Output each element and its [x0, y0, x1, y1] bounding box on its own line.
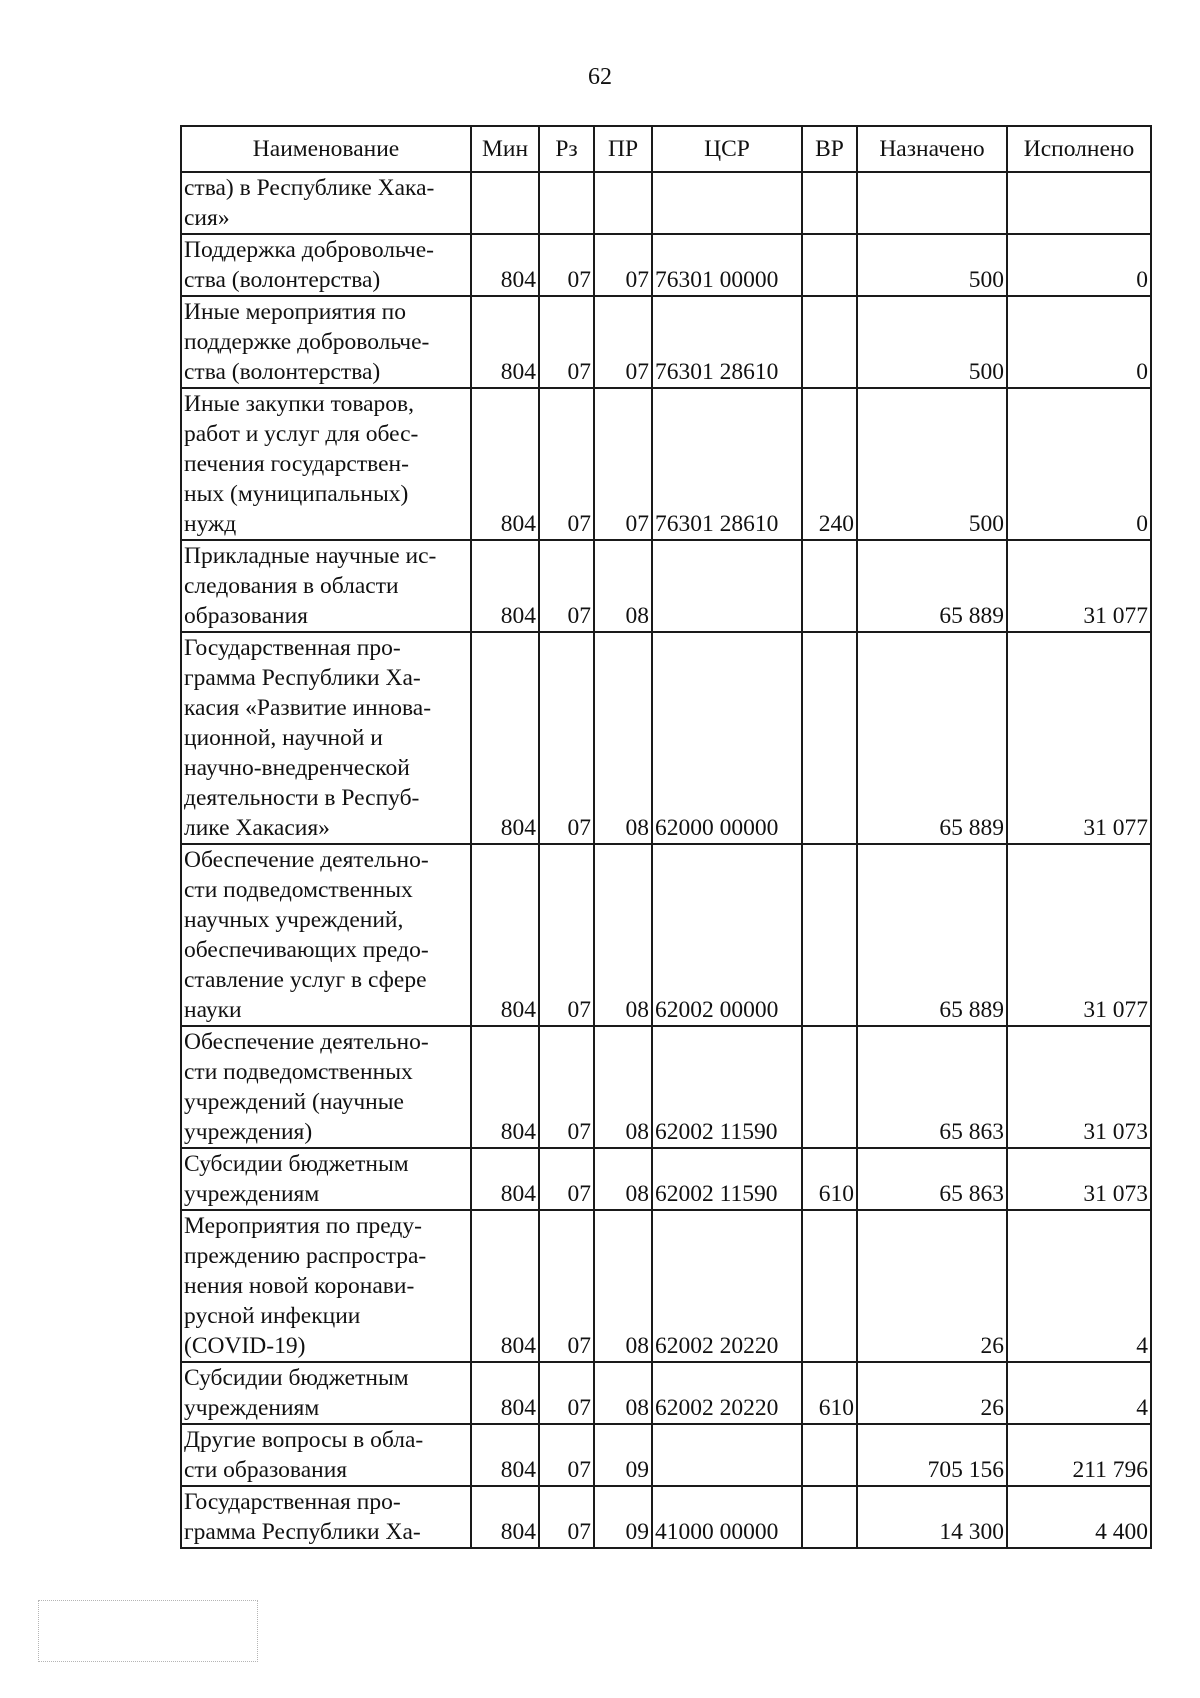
row-assigned: 500: [857, 234, 1007, 296]
table-row: [181, 172, 1151, 234]
row-rz: 07: [539, 234, 594, 296]
table-row: [181, 1210, 1151, 1362]
row-name-line: грамма Республики Ха-: [184, 665, 421, 691]
row-name-line: научных учреждений,: [184, 907, 404, 933]
row-name: [181, 296, 471, 388]
row-executed: 31 077: [1007, 540, 1151, 632]
row-pr: 07: [594, 296, 652, 388]
row-min: 804: [471, 296, 539, 388]
row-vr: 610: [802, 1362, 857, 1424]
row-pr: 08: [594, 632, 652, 844]
header-vr: ВР: [802, 126, 857, 172]
row-name-line: русной инфекции: [184, 1303, 361, 1329]
header-name: Наименование: [181, 126, 471, 172]
row-csr: 41000 00000: [652, 1486, 802, 1548]
row-name-line: сия»: [184, 205, 230, 231]
row-name-line: сти подведомственных: [184, 877, 413, 903]
row-name: [181, 1210, 471, 1362]
row-name-line: Прикладные научные ис-: [184, 543, 437, 569]
row-min: 804: [471, 1424, 539, 1486]
row-vr: [802, 1424, 857, 1486]
table-row: [181, 844, 1151, 1026]
row-pr: 08: [594, 1148, 652, 1210]
row-rz: 07: [539, 1026, 594, 1148]
row-rz: 07: [539, 1362, 594, 1424]
row-assigned: 500: [857, 388, 1007, 540]
row-csr: 62002 20220: [652, 1362, 802, 1424]
row-name-line: научно-внедренческой: [184, 755, 410, 781]
row-name-line: ставление услуг в сфере: [184, 967, 427, 993]
row-name-line: обеспечивающих предо-: [184, 937, 429, 963]
row-executed: 211 796: [1007, 1424, 1151, 1486]
row-name-line: преждению распростра-: [184, 1243, 427, 1269]
row-vr: [802, 234, 857, 296]
row-pr: 08: [594, 1210, 652, 1362]
row-rz: 07: [539, 1486, 594, 1548]
row-pr: 08: [594, 1026, 652, 1148]
row-csr: 62000 00000: [652, 632, 802, 844]
row-rz: 07: [539, 1424, 594, 1486]
row-executed: 0: [1007, 296, 1151, 388]
row-name: [181, 1424, 471, 1486]
row-name: [181, 1486, 471, 1548]
row-vr: [802, 296, 857, 388]
row-min: 804: [471, 1026, 539, 1148]
row-name-line: ства) в Республике Хака-: [184, 175, 435, 201]
row-min: 804: [471, 1148, 539, 1210]
row-name-line: Другие вопросы в обла-: [184, 1427, 424, 1453]
row-min: 804: [471, 388, 539, 540]
row-name-line: касия «Развитие иннова-: [184, 695, 432, 721]
row-csr: [652, 1424, 802, 1486]
row-pr: 08: [594, 844, 652, 1026]
row-name: [181, 844, 471, 1026]
row-pr: [594, 172, 652, 234]
row-min: 804: [471, 844, 539, 1026]
row-name-line: учреждениям: [184, 1181, 320, 1207]
row-assigned: [857, 172, 1007, 234]
row-name-line: Обеспечение деятельно-: [184, 1029, 429, 1055]
row-name-line: Иные мероприятия по: [184, 299, 407, 325]
row-name-line: Мероприятия по преду-: [184, 1213, 422, 1239]
row-assigned: 65 889: [857, 844, 1007, 1026]
row-name-line: Поддержка добровольче-: [184, 237, 435, 263]
row-csr: 62002 00000: [652, 844, 802, 1026]
faded-stamp: [38, 1600, 258, 1662]
row-name-line: Иные закупки товаров,: [184, 391, 415, 417]
row-vr: [802, 1026, 857, 1148]
row-pr: 09: [594, 1424, 652, 1486]
row-csr: 62002 20220: [652, 1210, 802, 1362]
row-name-line: следования в области: [184, 573, 399, 599]
row-name-line: ционной, научной и: [184, 725, 383, 751]
table-row: [181, 1026, 1151, 1148]
row-name-line: учреждения): [184, 1119, 313, 1145]
budget-table: [180, 125, 1152, 1549]
row-min: 804: [471, 1210, 539, 1362]
row-rz: 07: [539, 1210, 594, 1362]
row-name-line: науки: [184, 997, 242, 1023]
row-csr: 62002 11590: [652, 1148, 802, 1210]
row-csr: [652, 172, 802, 234]
row-rz: 07: [539, 632, 594, 844]
row-name: [181, 632, 471, 844]
row-rz: 07: [539, 844, 594, 1026]
header-min: Мин: [471, 126, 539, 172]
row-name: [181, 1026, 471, 1148]
row-name-line: учреждениям: [184, 1395, 320, 1421]
row-vr: [802, 540, 857, 632]
row-name: [181, 388, 471, 540]
row-name-line: ства (волонтерства): [184, 267, 381, 293]
row-name-line: работ и услуг для обес-: [184, 421, 419, 447]
row-executed: 4: [1007, 1210, 1151, 1362]
row-vr: [802, 844, 857, 1026]
row-rz: 07: [539, 1148, 594, 1210]
row-csr: 62002 11590: [652, 1026, 802, 1148]
row-assigned: 26: [857, 1362, 1007, 1424]
row-executed: 4 400: [1007, 1486, 1151, 1548]
row-vr: [802, 1486, 857, 1548]
page-number: 62: [588, 64, 612, 90]
row-pr: 07: [594, 388, 652, 540]
row-name: [181, 234, 471, 296]
row-name-line: сти образования: [184, 1457, 348, 1483]
row-vr: [802, 1210, 857, 1362]
row-min: 804: [471, 632, 539, 844]
row-name-line: Государственная про-: [184, 635, 401, 661]
row-name-line: печения государствен-: [184, 451, 409, 477]
row-assigned: 14 300: [857, 1486, 1007, 1548]
row-executed: 31 073: [1007, 1026, 1151, 1148]
table-row: [181, 234, 1151, 296]
table-row: [181, 296, 1151, 388]
row-rz: 07: [539, 540, 594, 632]
row-pr: 07: [594, 234, 652, 296]
row-name-line: (COVID-19): [184, 1333, 306, 1359]
row-name-line: учреждений (научные: [184, 1089, 404, 1115]
row-name-line: нужд: [184, 511, 237, 537]
row-min: 804: [471, 1362, 539, 1424]
row-vr: [802, 632, 857, 844]
row-vr: [802, 172, 857, 234]
row-assigned: 500: [857, 296, 1007, 388]
header-csr: ЦСР: [652, 126, 802, 172]
row-min: 804: [471, 540, 539, 632]
row-vr: 610: [802, 1148, 857, 1210]
row-executed: 31 073: [1007, 1148, 1151, 1210]
table-row: [181, 388, 1151, 540]
row-name-line: ства (волонтерства): [184, 359, 381, 385]
row-csr: 76301 28610: [652, 388, 802, 540]
row-pr: 09: [594, 1486, 652, 1548]
row-assigned: 65 889: [857, 540, 1007, 632]
row-name-line: Государственная про-: [184, 1489, 401, 1515]
header-rz: Рз: [539, 126, 594, 172]
row-executed: 0: [1007, 234, 1151, 296]
row-csr: 76301 28610: [652, 296, 802, 388]
table-body: [181, 172, 1151, 1548]
row-name: [181, 1362, 471, 1424]
row-name-line: Обеспечение деятельно-: [184, 847, 429, 873]
row-assigned: 705 156: [857, 1424, 1007, 1486]
row-name-line: грамма Республики Ха-: [184, 1519, 421, 1545]
row-name: [181, 1148, 471, 1210]
table-row: [181, 632, 1151, 844]
row-name-line: образования: [184, 603, 308, 629]
row-name-line: нения новой коронави-: [184, 1273, 415, 1299]
row-name-line: ных (муниципальных): [184, 481, 409, 507]
row-name-line: Субсидии бюджетным: [184, 1365, 409, 1391]
row-vr: 240: [802, 388, 857, 540]
table-header-row: [181, 126, 1151, 172]
row-name: [181, 172, 471, 234]
row-name-line: лике Хакасия»: [184, 815, 330, 841]
table-row: [181, 1424, 1151, 1486]
row-min: 804: [471, 1486, 539, 1548]
row-name-line: деятельности в Респуб-: [184, 785, 420, 811]
table-row: [181, 1362, 1151, 1424]
row-csr: [652, 540, 802, 632]
row-assigned: 26: [857, 1210, 1007, 1362]
row-executed: 31 077: [1007, 632, 1151, 844]
header-assigned: Назначено: [857, 126, 1007, 172]
row-name-line: Субсидии бюджетным: [184, 1151, 409, 1177]
row-assigned: 65 863: [857, 1026, 1007, 1148]
row-name-line: сти подведомственных: [184, 1059, 413, 1085]
row-rz: [539, 172, 594, 234]
row-executed: 0: [1007, 388, 1151, 540]
table-row: [181, 1486, 1151, 1548]
row-csr: 76301 00000: [652, 234, 802, 296]
header-executed: Исполнено: [1007, 126, 1151, 172]
row-name: [181, 540, 471, 632]
row-pr: 08: [594, 540, 652, 632]
row-assigned: 65 889: [857, 632, 1007, 844]
row-pr: 08: [594, 1362, 652, 1424]
row-rz: 07: [539, 296, 594, 388]
header-pr: ПР: [594, 126, 652, 172]
row-executed: [1007, 172, 1151, 234]
row-name-line: поддержке добровольче-: [184, 329, 430, 355]
row-executed: 31 077: [1007, 844, 1151, 1026]
row-rz: 07: [539, 388, 594, 540]
table-row: [181, 1148, 1151, 1210]
row-executed: 4: [1007, 1362, 1151, 1424]
table-row: [181, 540, 1151, 632]
row-min: 804: [471, 234, 539, 296]
row-min: [471, 172, 539, 234]
row-assigned: 65 863: [857, 1148, 1007, 1210]
